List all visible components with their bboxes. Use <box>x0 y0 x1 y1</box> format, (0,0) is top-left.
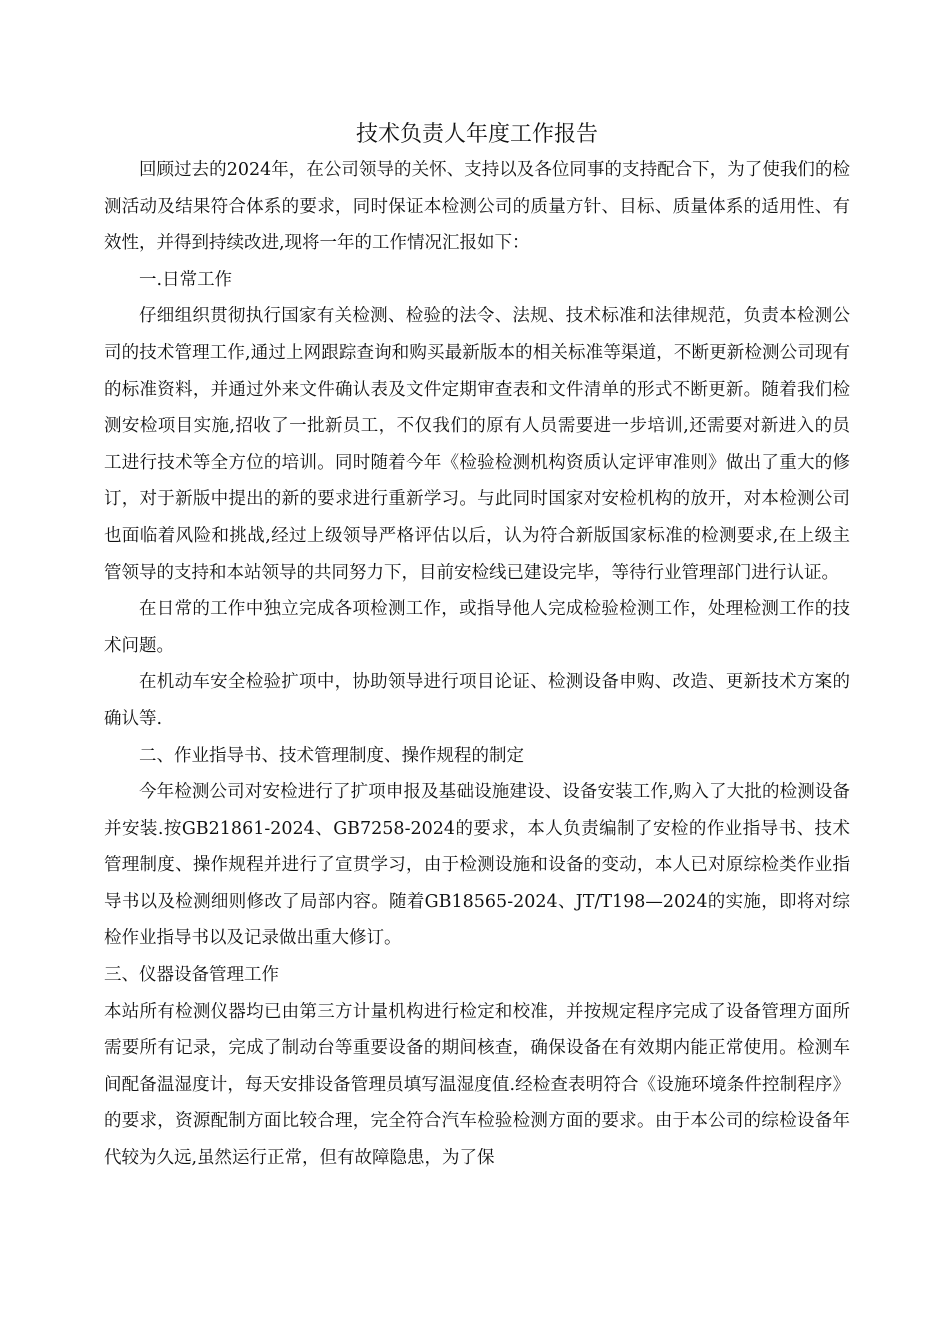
section-2-heading: 二、作业指导书、技术管理制度、操作规程的制定 <box>139 745 524 766</box>
section-1-heading: 一.日常工作 <box>139 269 233 290</box>
section-1-paragraph-1: 仔细组织贯彻执行国家有关检测、检验的法令、法规、技术标准和法律规范，负责本检测公司的技术管理工作,通过上网跟踪查询和购买最新版本的相关标准等渠道，不断更新检测公司现有的标准资料，并通过外来文件确认表及文件定期审查表和文件清单的形式不断更新。随着我们检测安检项目实施,招收了一批新员工，不仅我们的原有人员需要进一步培训,还需要对新进入的员工进行技术等全方位的培训。同时随着今年《检验检测机构资质认定评审准则》做出了重大的修订，对于新版中提出的新的要求进行重新学习。与此同时国家对安检机构的放开，对本检测公司也面临着风险和挑战,经过上级领导严格评估以后，认为符合新版国家标准的检测要求,在上级主管领导的支持和本站领导的共同努力下，目前安检线已建设完毕，等待行业管理部门进行认证。 <box>104 306 850 583</box>
document-title: 技术负责人年度工作报告 <box>355 122 598 147</box>
section-3-paragraph-1: 本站所有检测仪器均已由第三方计量机构进行检定和校准，并按规定程序完成了设备管理方面所需要所有记录，完成了制动台等重要设备的期间核查，确保设备在有效期内能正常使用。检测车间配备温湿度计，每天安排设备管理员填写温湿度值.经检查表明符合《设施环境条件控制程序》的要求，资源配制方面比较合理，完全符合汽车检验检测方面的要求。由于本公司的综检设备年代较为久远,虽然运行正常，但有故障隐患，为了保 <box>104 1001 850 1169</box>
section-3-heading: 三、仪器设备管理工作 <box>104 965 279 986</box>
intro-paragraph: 回顾过去的2024年，在公司领导的关怀、支持以及各位同事的支持配合下，为了使我们的检测活动及结果符合体系的要求，同时保证本检测公司的质量方针、目标、质量体系的适用性、有效性，并得到持续改进,现将一年的工作情况汇报如下： <box>104 160 850 254</box>
section-1-paragraph-3: 在机动车安全检验扩项中，协助领导进行项目论证、检测设备申购、改造、更新技术方案的确认等. <box>104 672 850 729</box>
section-2-paragraph-1: 今年检测公司对安检进行了扩项申报及基础设施建设、设备安装工作,购入了大批的检测设备并安装.按GB21861-2024、GB7258-2024的要求，本人负责编制了安检的作业指导书、技术管理制度、操作规程并进行了宣贯学习，由于检测设施和设备的变动，本人已对原综检类作业指导书以及检测细则修改了局部内容。随着GB18565-2024、JT/T198—2024的实施，即将对综检作业指导书以及记录做出重大修订。 <box>104 782 850 949</box>
section-1-paragraph-2: 在日常的工作中独立完成各项检测工作，或指导他人完成检验检测工作，处理检测工作的技术问题。 <box>104 599 850 656</box>
document-page <box>104 118 850 1177</box>
